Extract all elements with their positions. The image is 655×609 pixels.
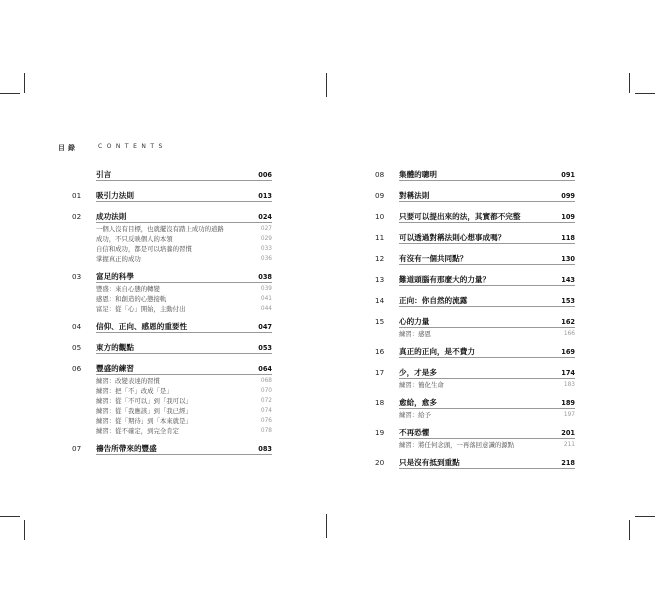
chapter-rule [96, 332, 272, 333]
toc-chapter [375, 345, 575, 359]
subsection-page: 076 [260, 418, 272, 424]
toc-chapter-row [72, 341, 272, 355]
chapter-number: 08 [375, 170, 385, 179]
subsection-title: 掌握真正的成功 [96, 255, 141, 263]
toc-chapter [375, 294, 575, 308]
subsection-page: 068 [260, 378, 272, 384]
toc-chapter-row [72, 320, 272, 334]
subsection-title: 練習：從「我應該」到「我已經」 [96, 407, 192, 415]
toc-chapter-row [375, 294, 575, 308]
crop-mark [629, 520, 630, 540]
subsection-page: 078 [260, 428, 272, 434]
toc-subsection-row [72, 426, 272, 436]
toc-chapter [375, 396, 575, 420]
chapter-title: 正向：你自然的流露 [399, 296, 468, 305]
toc-chapter [375, 231, 575, 245]
chapter-page: 189 [561, 399, 575, 407]
chapter-number: 14 [375, 296, 385, 305]
chapter-number: 18 [375, 398, 385, 407]
toc-chapter-row [375, 366, 575, 380]
chapter-title: 信仰、正向、感恩的重要性 [96, 322, 188, 331]
crop-mark [24, 520, 25, 540]
chapter-page: 201 [561, 429, 575, 437]
toc-chapter-row [72, 168, 272, 182]
chapter-rule [96, 222, 272, 223]
chapter-number: 02 [72, 212, 82, 221]
chapter-rule [399, 201, 575, 202]
subsection-title: 練習：將任何念頭，一再落回意識的源點 [399, 441, 515, 449]
chapter-number: 12 [375, 254, 385, 263]
chapter-page: 162 [561, 318, 575, 326]
chapter-rule [399, 327, 575, 328]
chapter-title: 吸引力法則 [96, 191, 134, 200]
toc-chapter-row [375, 168, 575, 182]
subsection-title: 豐盛：來自心態的轉變 [96, 285, 160, 293]
toc-subsection-row [72, 284, 272, 294]
chapter-page: 130 [561, 255, 575, 263]
chapter-rule [399, 438, 575, 439]
toc-chapter [72, 320, 272, 334]
chapter-number: 09 [375, 191, 385, 200]
chapter-number: 19 [375, 428, 385, 437]
toc-chapter-row [375, 426, 575, 440]
chapter-title: 可以透過對稱法則心想事成嗎？ [399, 233, 506, 242]
chapter-rule [399, 306, 575, 307]
toc-chapter-row [375, 315, 575, 329]
chapter-page: 118 [561, 234, 575, 242]
toc-subsection-row [72, 396, 272, 406]
chapter-number: 15 [375, 317, 385, 326]
toc-chapter-row [375, 252, 575, 266]
subsection-title: 富足：從「心」開始，主動付出 [96, 305, 186, 313]
toc-subsection-row [72, 294, 272, 304]
chapter-page: 006 [258, 171, 272, 179]
toc-subsection-row [72, 386, 272, 396]
crop-mark [0, 93, 20, 94]
toc-header [58, 143, 167, 153]
chapter-title: 東方的觀點 [96, 343, 134, 352]
chapter-number: 11 [375, 233, 385, 242]
subsection-page: 074 [260, 408, 272, 414]
toc-chapter [375, 456, 575, 470]
chapter-title: 對稱法則 [399, 191, 430, 200]
chapter-rule [96, 353, 272, 354]
crop-mark [635, 93, 655, 94]
subsection-title: 練習：從「不可以」到「我可以」 [96, 397, 192, 405]
toc-subsection-row [375, 440, 575, 450]
chapter-rule [96, 374, 272, 375]
chapter-number: 17 [375, 368, 385, 377]
chapter-page: 099 [561, 192, 575, 200]
chapter-page: 013 [258, 192, 272, 200]
chapter-title: 只是沒有抵到重點 [399, 458, 460, 467]
toc-chapter [375, 168, 575, 182]
chapter-number: 20 [375, 458, 385, 467]
toc-title-en: CONTENTS [98, 143, 167, 150]
subsection-title: 練習：給予 [399, 411, 431, 419]
chapter-page: 038 [258, 273, 272, 281]
chapter-title: 有沒有一個共同點？ [399, 254, 468, 263]
toc-subsection-row [375, 380, 575, 390]
chapter-title: 富足的科學 [96, 272, 134, 281]
chapter-title: 心的力量 [399, 317, 430, 326]
chapter-page: 024 [258, 213, 272, 221]
toc-chapter-row [375, 396, 575, 410]
chapter-rule [399, 357, 575, 358]
crop-mark [24, 73, 25, 93]
toc-subsection-row [72, 234, 272, 244]
subsection-page: 070 [260, 388, 272, 394]
toc-chapter-row [72, 210, 272, 224]
toc-chapter [72, 210, 272, 264]
toc-subsection-row [72, 376, 272, 386]
toc-left-column [72, 168, 272, 463]
subsection-page: 036 [260, 256, 272, 262]
chapter-page: 153 [561, 297, 575, 305]
chapter-page: 143 [561, 276, 575, 284]
chapter-title: 只要可以提出來的法，其實都不完整 [399, 212, 521, 221]
toc-subsection-row [72, 416, 272, 426]
chapter-rule [399, 264, 575, 265]
chapter-title: 豐盛的練習 [96, 364, 134, 373]
toc-subsection-row [72, 254, 272, 264]
toc-chapter [72, 341, 272, 355]
crop-mark [326, 514, 327, 538]
crop-mark [0, 516, 20, 517]
subsection-title: 練習：從不確定，到完全肯定 [96, 427, 180, 435]
chapter-rule [96, 454, 272, 455]
toc-right-column [375, 168, 575, 477]
chapter-page: 091 [561, 171, 575, 179]
chapter-page: 169 [561, 348, 575, 356]
toc-subsection-row [72, 224, 272, 234]
chapter-title: 少，才是多 [399, 368, 437, 377]
chapter-page: 109 [561, 213, 575, 221]
chapter-title: 不再恐懼 [399, 428, 430, 437]
chapter-rule [399, 468, 575, 469]
chapter-title: 引言 [96, 170, 112, 179]
crop-mark [629, 73, 630, 93]
chapter-title: 集體的聰明 [399, 170, 437, 179]
toc-chapter-row [375, 345, 575, 359]
crop-mark [326, 73, 327, 97]
chapter-number: 07 [72, 444, 82, 453]
toc-chapter-row [375, 273, 575, 287]
subsection-page: 197 [563, 412, 575, 418]
subsection-title: 一個人沒有目標，也就擺沒有踏上成功的道路 [96, 225, 224, 233]
chapter-rule [399, 180, 575, 181]
chapter-title: 難道頭腦有那麼大的力量？ [399, 275, 491, 284]
subsection-title: 自信和成功，都是可以培養的習慣 [96, 245, 192, 253]
chapter-number: 10 [375, 212, 385, 221]
chapter-page: 053 [258, 344, 272, 352]
subsection-title: 練習：感恩 [399, 330, 431, 338]
toc-chapter [72, 189, 272, 203]
subsection-title: 成功，不只反映個人的本領 [96, 235, 173, 243]
toc-title-cn: 目錄 [58, 144, 78, 152]
subsection-page: 044 [260, 306, 272, 312]
toc-chapter [375, 189, 575, 203]
toc-chapter [375, 252, 575, 266]
chapter-rule [399, 408, 575, 409]
toc-chapter-row [72, 362, 272, 376]
chapter-rule [96, 201, 272, 202]
chapter-title: 愈給，愈多 [399, 398, 437, 407]
toc-chapter [375, 366, 575, 390]
subsection-page: 027 [260, 226, 272, 232]
subsection-page: 039 [260, 286, 272, 292]
toc-chapter-row [72, 442, 272, 456]
chapter-rule [399, 243, 575, 244]
toc-chapter [375, 210, 575, 224]
toc-subsection-row [72, 244, 272, 254]
chapter-page: 047 [258, 323, 272, 331]
chapter-number: 04 [72, 322, 82, 331]
subsection-title: 感恩：和創造的心態接軌 [96, 295, 167, 303]
subsection-page: 211 [563, 442, 575, 448]
chapter-number: 05 [72, 343, 82, 352]
toc-subsection-row [72, 406, 272, 416]
toc-chapter-row [375, 456, 575, 470]
chapter-rule [399, 222, 575, 223]
toc-chapter [375, 315, 575, 339]
subsection-page: 041 [260, 296, 272, 302]
chapter-page: 083 [258, 445, 272, 453]
subsection-page: 183 [563, 382, 575, 388]
toc-subsection-row [375, 410, 575, 420]
chapter-rule [399, 285, 575, 286]
chapter-title: 成功法則 [96, 212, 127, 221]
toc-chapter [72, 168, 272, 182]
toc-chapter-row [375, 210, 575, 224]
chapter-rule [399, 378, 575, 379]
subsection-page: 072 [260, 398, 272, 404]
chapter-title: 真正的正向，是不費力 [399, 347, 475, 356]
chapter-page: 218 [561, 459, 575, 467]
subsection-page: 033 [260, 246, 272, 252]
toc-chapter [375, 273, 575, 287]
chapter-number: 03 [72, 272, 82, 281]
toc-chapter [72, 362, 272, 436]
chapter-number: 16 [375, 347, 385, 356]
subsection-title: 練習：把「不」改成「是」 [96, 387, 173, 395]
toc-chapter [72, 270, 272, 314]
toc-chapter [375, 426, 575, 450]
toc-chapter-row [375, 231, 575, 245]
toc-subsection-row [375, 329, 575, 339]
toc-chapter [72, 442, 272, 456]
chapter-rule [96, 282, 272, 283]
chapter-rule [96, 180, 272, 181]
chapter-page: 174 [561, 369, 575, 377]
toc-chapter-row [72, 189, 272, 203]
chapter-title: 禱告所帶來的豐盛 [96, 444, 157, 453]
toc-chapter-row [72, 270, 272, 284]
subsection-title: 練習：改變表達的習慣 [96, 377, 160, 385]
subsection-page: 029 [260, 236, 272, 242]
toc-chapter-row [375, 189, 575, 203]
chapter-number: 06 [72, 364, 82, 373]
chapter-number: 01 [72, 191, 82, 200]
chapter-page: 064 [258, 365, 272, 373]
toc-subsection-row [72, 304, 272, 314]
subsection-title: 練習：從「期待」到「本來就是」 [96, 417, 192, 425]
subsection-page: 166 [563, 331, 575, 337]
chapter-number: 13 [375, 275, 385, 284]
subsection-title: 練習：簡化生命 [399, 381, 444, 389]
crop-mark [635, 516, 655, 517]
